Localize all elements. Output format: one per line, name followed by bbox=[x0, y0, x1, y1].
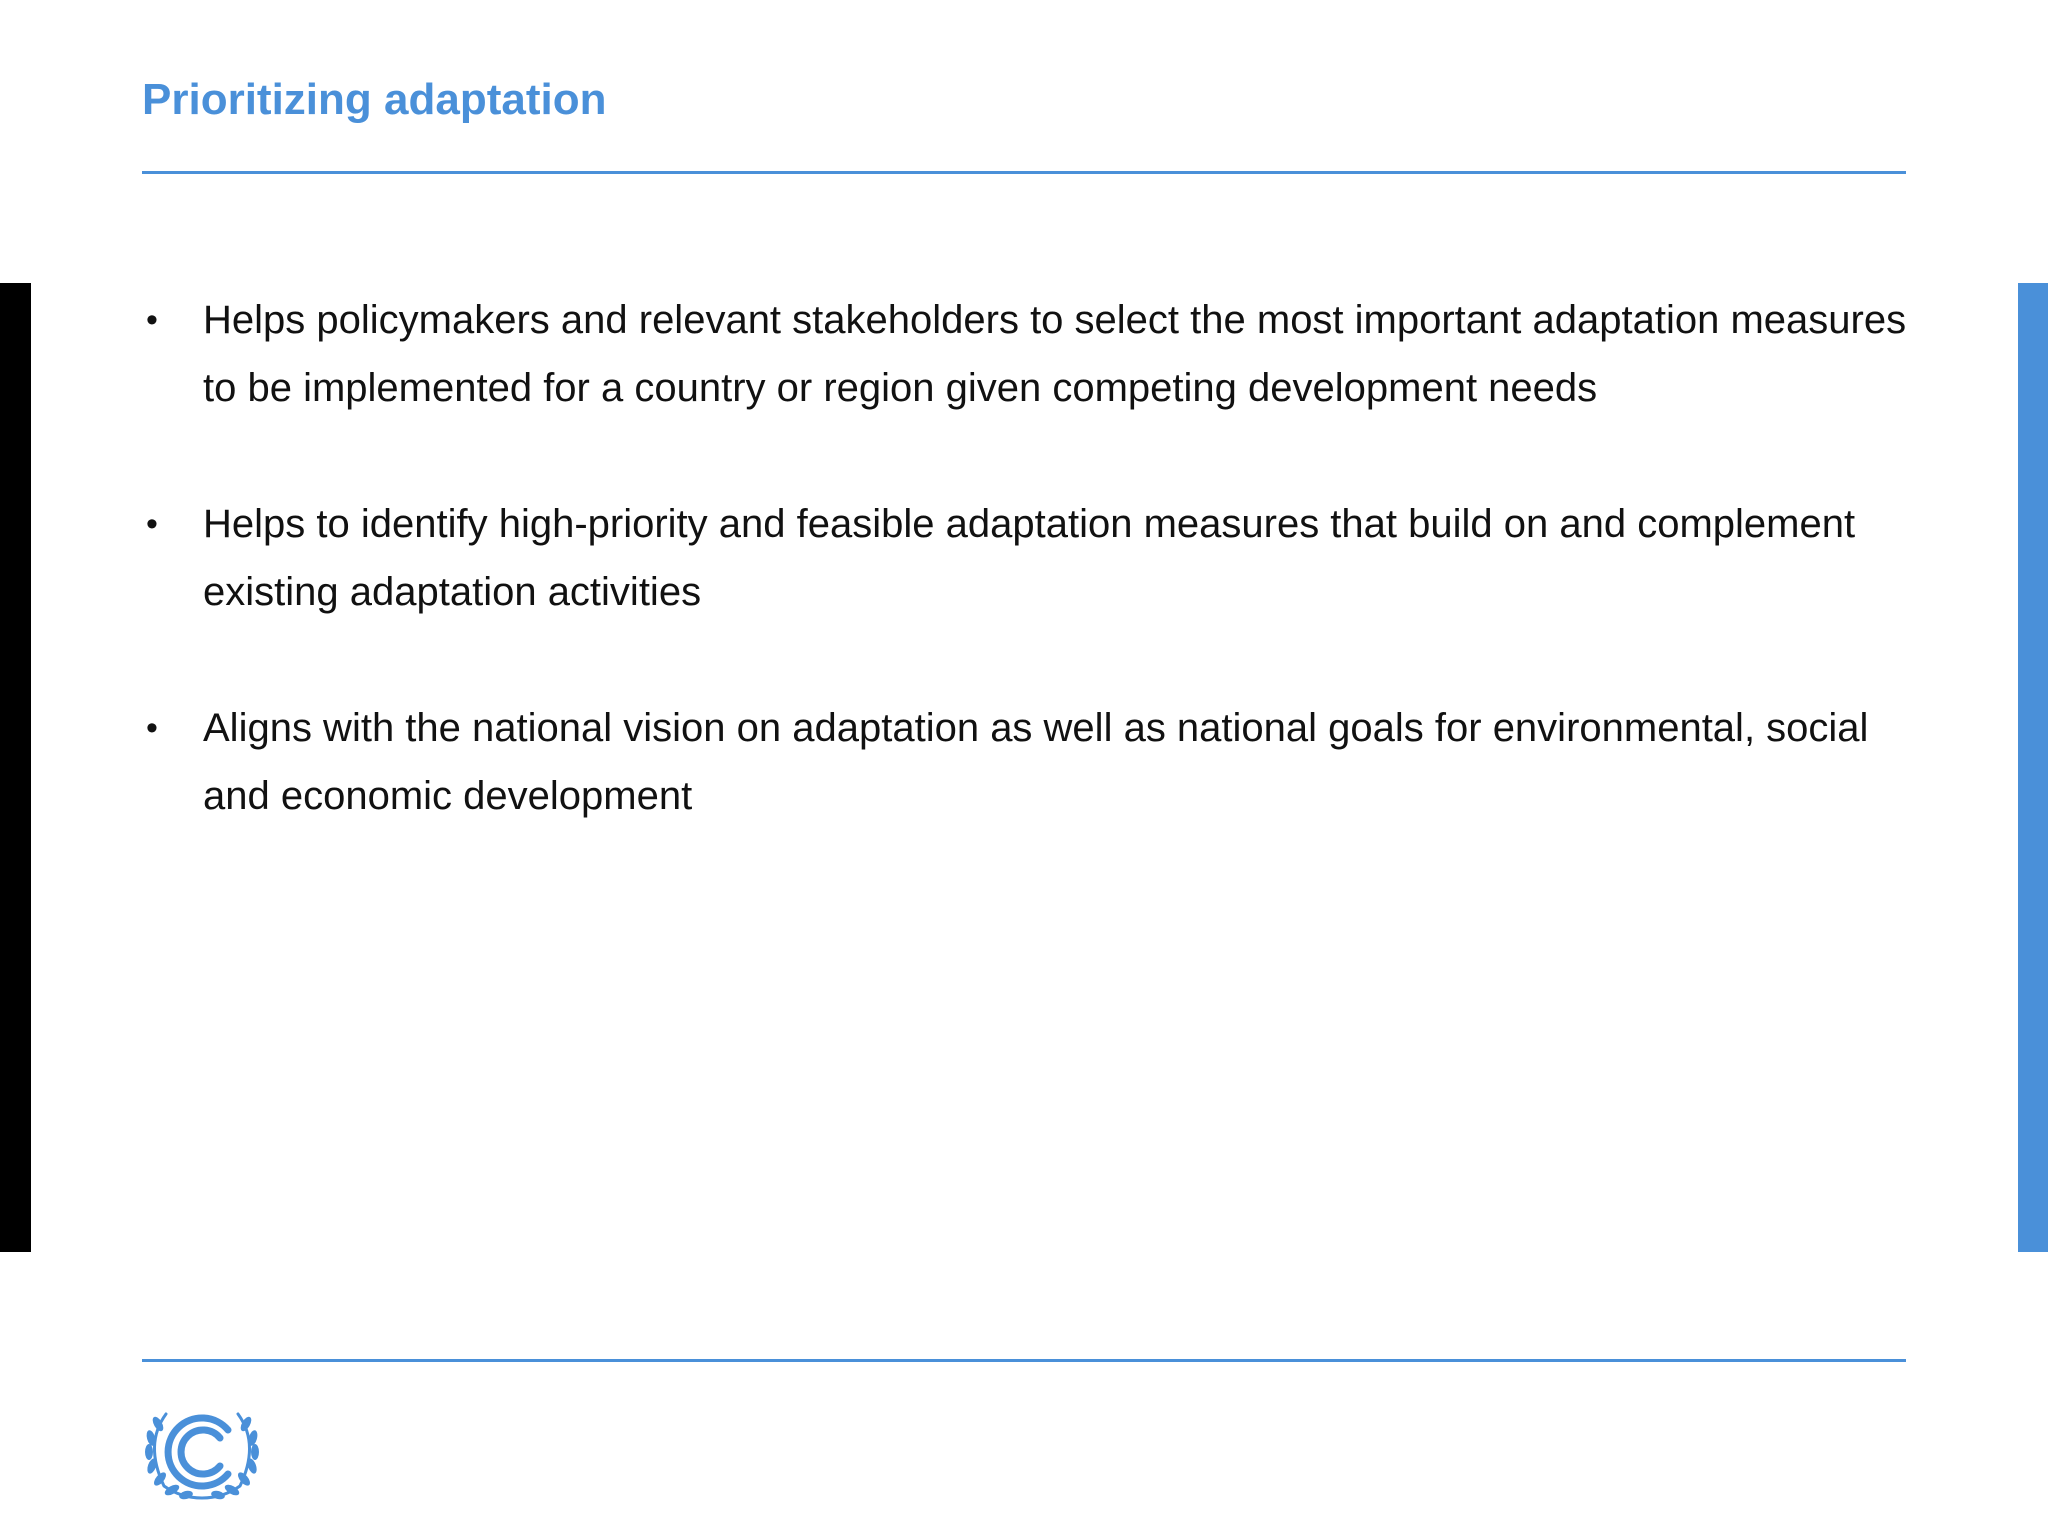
bullet-item bbox=[142, 490, 1922, 626]
slide-title: Prioritizing adaptation bbox=[142, 75, 607, 124]
bullet-text: Helps to identify high-priority and feasible adaptation measures that build on and complement existing adaptation activities bbox=[203, 502, 1856, 614]
bullet-item bbox=[142, 286, 1922, 422]
left-accent-bar bbox=[0, 283, 31, 1252]
bullet-text: Helps policymakers and relevant stakeholders to select the most important adaptation measures to be implemented for a country or region given competing development needs bbox=[203, 298, 1907, 410]
unfccc-logo-icon bbox=[136, 1394, 268, 1502]
right-accent-bar bbox=[2018, 283, 2048, 1252]
bullet-list bbox=[142, 286, 1922, 898]
footer-divider bbox=[142, 1359, 1906, 1362]
bullet-marker: • bbox=[146, 301, 158, 339]
title-divider bbox=[142, 171, 1906, 174]
bullet-item bbox=[142, 694, 1922, 830]
bullet-text: Aligns with the national vision on adaptation as well as national goals for environmental, social and economic development bbox=[203, 706, 1869, 818]
bullet-marker: • bbox=[146, 505, 158, 543]
bullet-marker: • bbox=[146, 709, 158, 747]
